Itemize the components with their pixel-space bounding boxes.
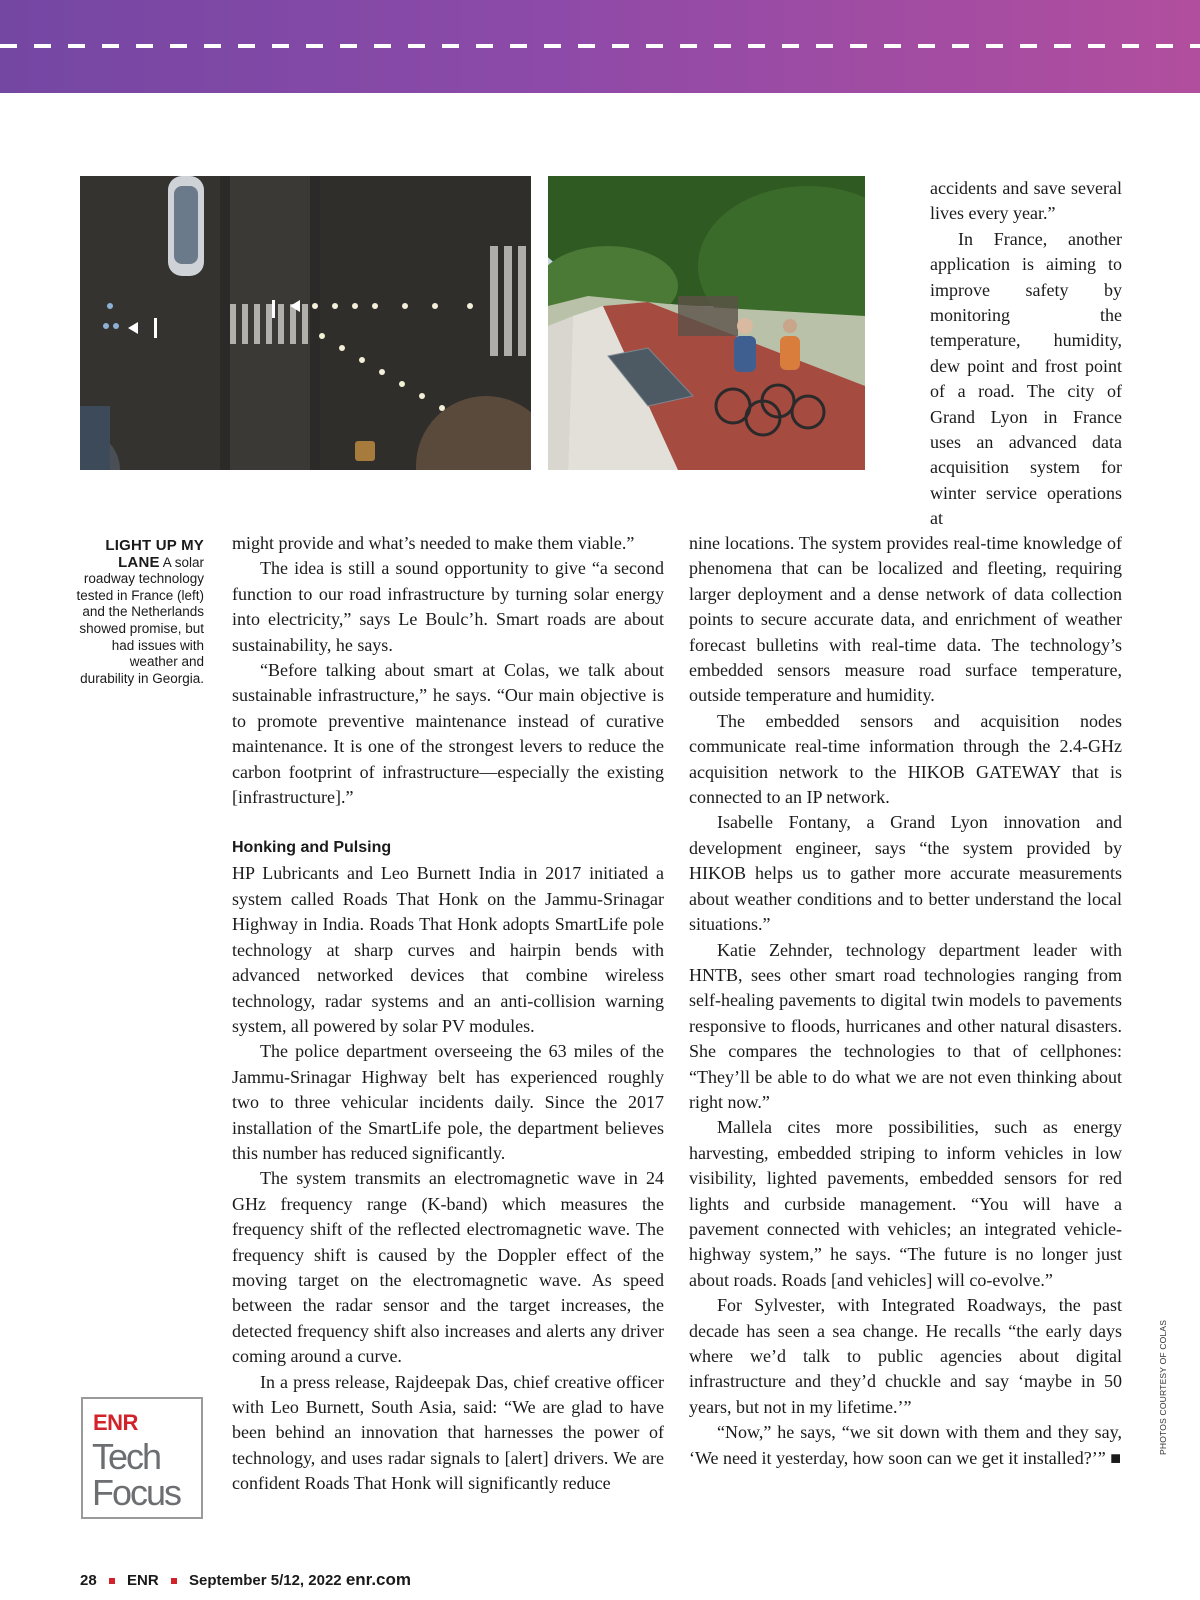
paragraph: Mallela cites more possibilities, such as energy harvesting, embedded striping to inform vehicles in low visibility, lighted pavements, embedded sensors for red lights and curbside management. “You will have a pavement connected with vehicles; an integrated vehicle-highway system,” he says. “The future is no longer just about roads. Roads [and vehicles] will co-evolve.” xyxy=(689,1117,1122,1290)
enr-tech-focus-logo xyxy=(81,1397,203,1519)
photo-credit: PHOTOS COURTESY OF COLAS xyxy=(1158,1319,1168,1455)
page-footer xyxy=(80,1570,411,1590)
paragraph: Katie Zehnder, technology department leader with HNTB, sees other smart road technologies ranging from self-healing pavements to digital twin models to pavements responsive to floods, hurricanes and other natural disasters. She compares the technologies to that of cellphones: “They’ll be able to do what we are not even thinking about right now.” xyxy=(689,939,1122,1112)
paragraph: “Before talking about smart at Colas, we talk about sustainable infrastructure,” he says. “Our main objective is to promote preventive maintenance instead of curative maintenance. It is one of the strongest levers to reduce the carbon footprint of infrastructure—especially the existing [infrastructure].” xyxy=(232,660,664,808)
section-subhead: Honking and Pulsing xyxy=(232,839,392,857)
paragraph: Isabelle Fontany, a Grand Lyon innovation and development engineer, says “the system provided by HIKOB helps us to gather more accurate measurements about weather conditions and to better understand the local situations.” xyxy=(689,812,1122,935)
logo-line-focus: Focus xyxy=(92,1472,181,1513)
paragraph: In France, another application is aiming to improve safety by monitoring the temperature, humidity, dew point and frost point of a road. The city of Grand Lyon in France uses an advanced data acquisition system for winter service operations at xyxy=(930,228,1122,529)
separator-square-icon xyxy=(171,1578,177,1584)
cyclists-solar-bike-path-photo xyxy=(548,176,865,470)
caption-text: A solar roadway technology tested in France (left) and the Netherlands showed promise, but had issues with weather and durability in Georgia. xyxy=(76,554,204,686)
issue-date: September 5/12, 2022 xyxy=(189,1572,342,1589)
paragraph: HP Lubricants and Leo Burnett India in 2017 initiated a system called Roads That Honk on the Jammu-Srinagar Highway in India. Roads That Honk adopts SmartLife pole technology at sharp curves and hairpin bends with advanced networked devices that combine wireless technology, radar systems and an anti-collision warning system, all powered by solar PV modules. xyxy=(232,863,664,1036)
paragraph: “Now,” he says, “we sit down with them and they say, ‘We need it yesterday, how soon can we get it installed?’” ■ xyxy=(689,1422,1122,1468)
caption-title: LIGHT UP MY LANE xyxy=(105,537,204,571)
paragraph: The police department overseeing the 63 miles of the Jammu-Srinagar Highway belt has experienced roughly two to three vehicular incidents daily. Since the 2017 installation of the SmartLife pole, the department believes this number has reduced significantly. xyxy=(232,1041,664,1163)
paragraph: accidents and save several lives every year.” xyxy=(930,178,1122,224)
article-column-right xyxy=(689,531,1122,1471)
separator-square-icon xyxy=(109,1578,115,1584)
logo-line-tech: Tech xyxy=(92,1436,161,1477)
article-column-top-right xyxy=(930,176,1122,532)
paragraph: nine locations. The system provides real-time knowledge of phenomena that can be localized and fleeting, requiring larger deployment and a dense network of data collection points to secure accurate data, and enrichment of weather forecast bulletins with real-time data. The technology’s embedded sensors measure road surface temperature, outside temperature and humidity. xyxy=(689,533,1122,706)
page-number: 28 xyxy=(80,1572,97,1589)
website-link[interactable]: enr.com xyxy=(345,1570,412,1589)
photo-caption xyxy=(72,538,204,687)
paragraph: The embedded sensors and acquisition nodes communicate real-time information through the 2.4-GHz acquisition network to the HIKOB GATEWAY that is connected to an IP network. xyxy=(689,710,1122,808)
header-dashes xyxy=(0,44,1200,48)
logo-brand: ENR xyxy=(93,1410,138,1435)
paragraph: The idea is still a sound opportunity to give “a second function to our road infrastructure by turning solar energy into electricity,” says Le Boulc’h. Smart roads are about sustainability, he says. xyxy=(232,558,664,655)
aerial-solar-road-photo xyxy=(80,176,531,470)
paragraph: might provide and what’s needed to make them viable.” xyxy=(232,533,635,553)
paragraph: For Sylvester, with Integrated Roadways, the past decade has seen a sea change. He recalls “the early days where we’d talk to public agencies about digital infrastructure and they’d chuckle and say ‘maybe in 50 years, but not in my lifetime.’” xyxy=(689,1295,1122,1417)
footer-brand: ENR xyxy=(127,1572,159,1589)
paragraph: In a press release, Rajdeepak Das, chief creative officer with Leo Burnett, South Asia, said: “We are glad to have been behind an innovation that harnesses the power of technology, and uses radar signals to [alert] drivers. We are confident Roads That Honk will significantly reduce xyxy=(232,1371,664,1494)
paragraph: The system transmits an electromagnetic wave in 24 GHz frequency range (K-band) which measures the frequency shift of the reflected electromagnetic wave. The frequency shift is caused by the Doppler effect of the moving target on the electromagnetic wave. As speed between the radar sensor and the target increases, the detected frequency shift also increases and alerts any driver coming around a curve. xyxy=(232,1168,664,1367)
article-column-left xyxy=(232,531,664,1497)
